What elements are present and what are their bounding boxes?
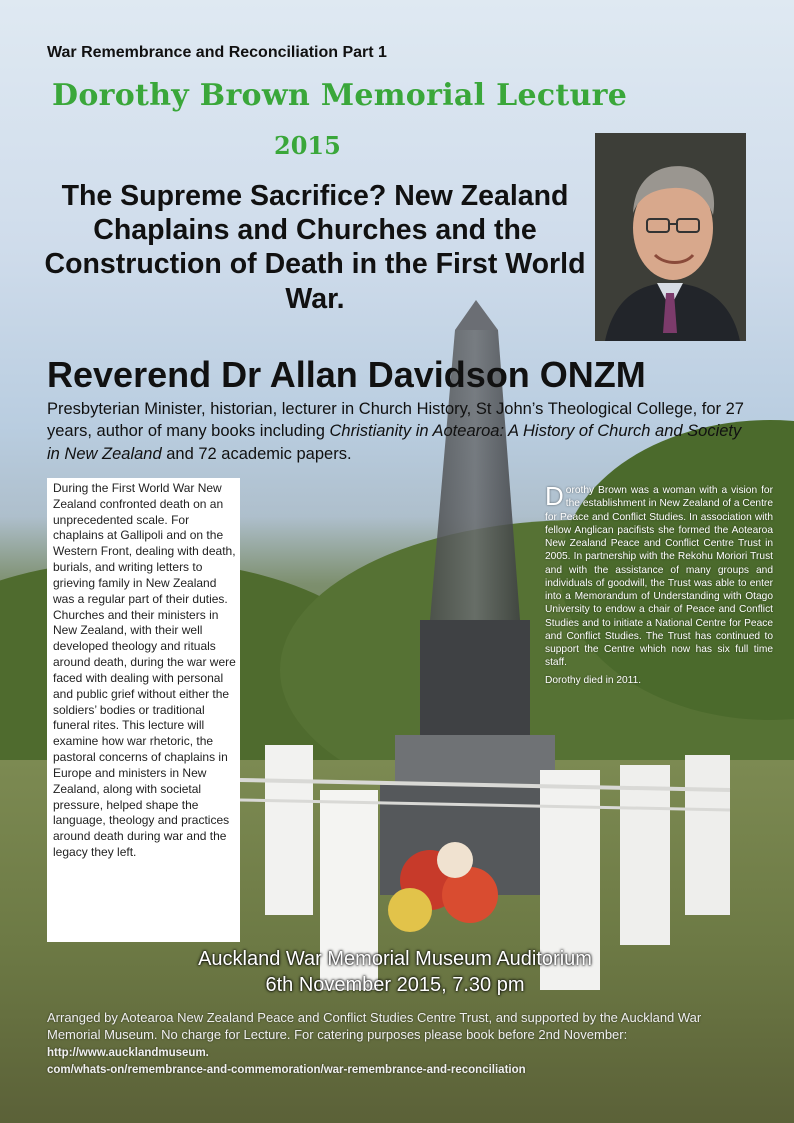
booking-url-part2[interactable]: com/whats-on/remembrance-and-commemoration/war-remembrance-and-reconciliation <box>47 1063 526 1076</box>
lecture-title: Dorothy Brown Memorial Lecture <box>52 78 628 113</box>
portrait-photo <box>595 133 746 341</box>
venue: Auckland War Memorial Museum Auditorium <box>198 948 592 970</box>
arrangement-note <box>47 1010 747 1078</box>
bio-prefix: Presbyterian Minister, historian, lecturer in Church History, St John’s Theological College, for 27 years, author of many books including <box>47 400 744 441</box>
booking-url-part1[interactable]: http://www.aucklandmuseum. <box>47 1046 209 1059</box>
speaker-bio <box>47 398 747 465</box>
memorial-footer: Dorothy died in 2011. <box>545 674 642 686</box>
event-details <box>60 946 730 998</box>
memorial-text: orothy Brown was a woman with a vision for the establishment in New Zealand of a Centre for Peace and Conflict Studies. In association with fellow Anglican pacifists she formed the Aotearoa New Zealand Peace and Conflict Centre Trust in 2005. In partnership with the Rekohu Moriori Trust and with the assistance of many groups and individuals of goodwill, the Trust was able to enter into a Memorandum of Understanding with Otago University to endow a chair of Peace and Conflict Studies and to initiate a National Centre for Peace and Conflict Studies. The Trust has continued to support the Centre which now has six full time staff. <box>545 485 773 669</box>
dorothy-brown-memorial <box>545 481 773 687</box>
speaker-portrait <box>595 133 746 341</box>
speaker-name: Reverend Dr Allan Davidson ONZM <box>47 354 646 395</box>
bio-book-title: Christianity in Aotearoa: A History of Church and Society in New Zealand <box>47 422 742 463</box>
event-datetime: 6th November 2015, 7.30 pm <box>265 974 525 996</box>
talk-title: The Supreme Sacrifice? New Zealand Chaplains and Churches and the Construction of Death in the First World War. <box>44 180 586 315</box>
lecture-year: 2015 <box>274 131 341 160</box>
lecture-abstract: During the First World War New Zealand confronted death on an unprecedented scale. For chaplains at Gallipoli and on the Western Front, dealing with death, burials, and writing letters to grieving family in New Zealand was a regular part of their duties. Churches and their ministers in New Zealand, with their well developed theology and rituals around death, during the war were faced with dealing with personal and public grief without either the soldiers’ bodies or traditional funeral rites. This lecture will examine how war rhetoric, the pastoral concerns of chaplains in Europe and ministers in New Zealand, along with societal pressure, helped shape the language, theology and practices around death during war and the legacy they left. <box>47 478 240 942</box>
series-title: War Remembrance and Reconciliation Part 1 <box>47 44 387 61</box>
bio-suffix: and 72 academic papers. <box>161 444 352 463</box>
arrangement-text: Arranged by Aotearoa New Zealand Peace and Conflict Studies Centre Trust, and supported by the Auckland War Memorial Museum. No charge for Lecture. For catering purposes please book before 2nd November: <box>47 1010 702 1042</box>
drop-cap: D <box>545 481 564 511</box>
